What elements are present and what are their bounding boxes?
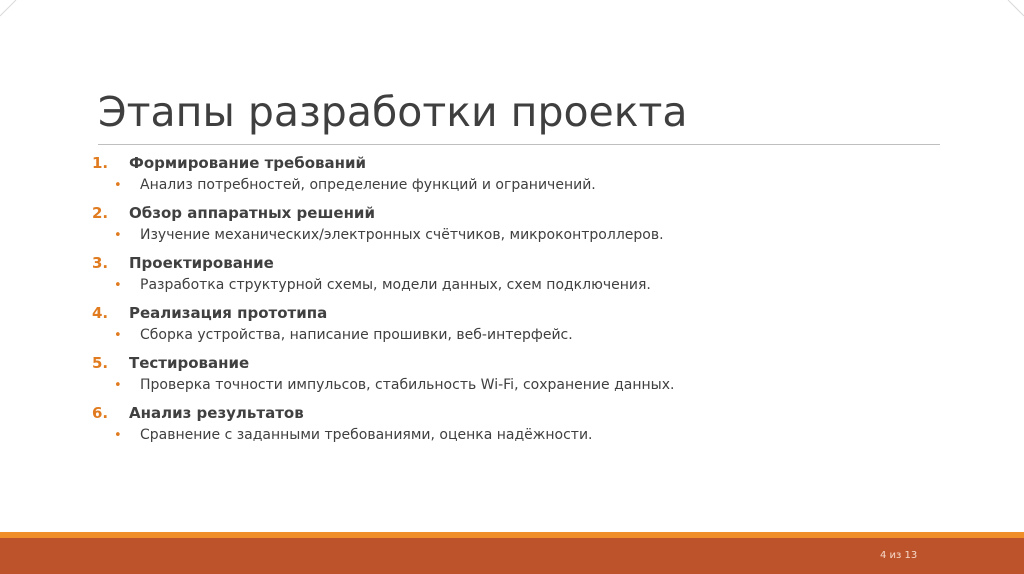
step-item-2 bbox=[92, 202, 674, 246]
step-detail-text: Сравнение с заданными требованиями, оценка надёжности. bbox=[140, 427, 593, 443]
bullet-icon: • bbox=[114, 178, 122, 193]
step-number: 3. bbox=[92, 254, 109, 272]
step-item-1 bbox=[92, 152, 674, 196]
step-number: 1. bbox=[92, 154, 109, 172]
bullet-icon: • bbox=[114, 228, 122, 243]
step-detail bbox=[92, 424, 674, 446]
step-detail bbox=[92, 274, 674, 296]
step-detail bbox=[92, 174, 674, 196]
step-detail-text: Разработка структурной схемы, модели данных, схем подключения. bbox=[140, 277, 651, 293]
step-heading bbox=[92, 402, 674, 424]
step-item-4 bbox=[92, 302, 674, 346]
step-item-6 bbox=[92, 402, 674, 446]
step-heading bbox=[92, 252, 674, 274]
step-heading bbox=[92, 352, 674, 374]
step-heading bbox=[92, 202, 674, 224]
step-detail-text: Проверка точности импульсов, стабильность Wi-Fi, сохранение данных. bbox=[140, 377, 675, 393]
step-heading bbox=[92, 302, 674, 324]
step-number: 5. bbox=[92, 354, 109, 372]
slide-title: Этапы разработки проекта bbox=[98, 88, 688, 136]
step-detail bbox=[92, 324, 674, 346]
title-divider bbox=[98, 144, 940, 145]
step-detail bbox=[92, 374, 674, 396]
step-heading bbox=[92, 152, 674, 174]
bullet-icon: • bbox=[114, 428, 122, 443]
step-title: Обзор аппаратных решений bbox=[129, 204, 375, 222]
step-item-5 bbox=[92, 352, 674, 396]
step-title: Анализ результатов bbox=[129, 404, 304, 422]
step-title: Тестирование bbox=[129, 354, 250, 372]
step-number: 4. bbox=[92, 304, 109, 322]
footer-band bbox=[0, 538, 1024, 574]
step-detail bbox=[92, 224, 674, 246]
corner-line-top-right bbox=[1008, 0, 1024, 16]
step-detail-text: Изучение механических/электронных счётчиков, микроконтроллеров. bbox=[140, 227, 664, 243]
step-title: Реализация прототипа bbox=[129, 304, 328, 322]
step-title: Проектирование bbox=[129, 254, 274, 272]
step-detail-text: Сборка устройства, написание прошивки, веб-интерфейс. bbox=[140, 327, 573, 343]
bullet-icon: • bbox=[114, 278, 122, 293]
step-title: Формирование требований bbox=[129, 154, 366, 172]
bullet-icon: • bbox=[114, 328, 122, 343]
corner-line-top-left bbox=[0, 0, 16, 16]
step-detail-text: Анализ потребностей, определение функций и ограничений. bbox=[140, 177, 596, 193]
step-number: 6. bbox=[92, 404, 109, 422]
bullet-icon: • bbox=[114, 378, 122, 393]
step-item-3 bbox=[92, 252, 674, 296]
step-number: 2. bbox=[92, 204, 109, 222]
page-counter: 4 из 13 bbox=[880, 550, 918, 561]
steps-list bbox=[92, 152, 674, 452]
